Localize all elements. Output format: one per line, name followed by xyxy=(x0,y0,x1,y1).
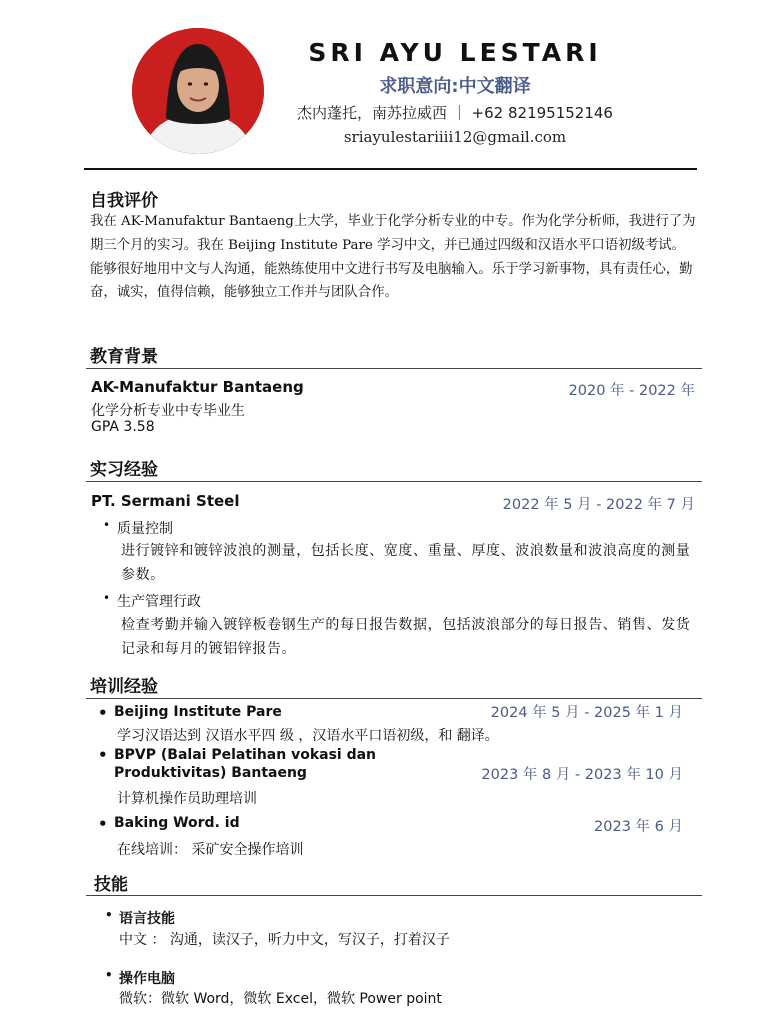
training-date: 2024 年 5 月 - 2025 年 1 月 xyxy=(490,705,683,721)
internship-item-heading: • 生产管理行政 xyxy=(117,591,201,611)
internship-divider xyxy=(86,481,702,482)
training-desc: 学习汉语达到 汉语水平四 级 ，汉语水平口语初级，和 翻译。 xyxy=(117,728,499,744)
training-date: 2023 年 8 月 - 2023 年 10 月 xyxy=(481,767,683,783)
section-title-internship: 实习经验 xyxy=(90,460,158,480)
education-date: 2020 年 - 2022 年 xyxy=(568,383,695,399)
internship-date: 2022 年 5 月 - 2022 年 7 月 xyxy=(502,497,695,513)
section-title-summary: 自我评价 xyxy=(90,191,158,211)
skills-divider xyxy=(86,895,702,896)
profile-photo xyxy=(132,28,264,154)
skill-heading: • 操作电脑 xyxy=(119,968,175,988)
training-desc: 在线培训： 采矿安全操作培训 xyxy=(117,842,304,858)
training-desc: 计算机操作员助理培训 xyxy=(117,791,257,807)
section-title-education: 教育背景 xyxy=(90,347,158,367)
email-address: sriayulestariiii12@gmail.com xyxy=(343,128,567,146)
candidate-name: SRI AYU LESTARI xyxy=(308,38,602,67)
training-name: • Baking Word. id xyxy=(114,815,240,831)
degree: 化学分析专业中专毕业生 xyxy=(91,403,245,419)
job-objective: 求职意向:中文翻译 xyxy=(379,76,531,97)
gpa: GPA 3.58 xyxy=(91,419,155,435)
training-divider xyxy=(86,698,702,699)
company-name: PT. Sermani Steel xyxy=(91,492,240,510)
summary-text: 我在 AK-Manufaktur Bantaeng上大学，毕业于化学分析专业的中专。作为化学分析师，我进行了为期三个月的实习。我在 Beijing Institute Pare 学习中文，并已通过四级和汉语水平口语初级考试。能够很好地用中文与人沟通，能熟练使用中文进行书写及电脑输入。乐于学习新事物，具有责任心，勤奋，诚实，值得信赖，能够独立工作并与团队合作。 xyxy=(90,214,696,301)
skill-desc: 微软：微软 Word，微软 Excel，微软 Power point xyxy=(119,991,442,1007)
location-phone: 杰内蓬托，南苏拉威西 ｜ +62 82195152146 xyxy=(297,104,613,122)
education-divider xyxy=(86,368,702,369)
training-name: • BPVP (Balai Pelatihan vokasi dan Produktivitas) Bantaeng xyxy=(114,746,404,782)
header-divider xyxy=(84,168,697,170)
skill-heading: • 语言技能 xyxy=(119,908,175,928)
internship-item-heading: • 质量控制 xyxy=(117,518,173,538)
training-name: • Beijing Institute Pare xyxy=(114,704,282,720)
section-title-training: 培训经验 xyxy=(90,677,158,697)
skill-desc: 中文 ： 沟通，读汉子，听力中文，写汉子，打着汉子 xyxy=(119,932,450,948)
training-date: 2023 年 6 月 xyxy=(594,819,683,835)
school-name: AK-Manufaktur Bantaeng xyxy=(91,378,304,396)
internship-item-desc: 进行镀锌和镀锌波浪的测量，包括长度、宽度、重量、厚度、波浪数量和波浪高度的测量参数。 xyxy=(121,543,691,583)
section-title-skills: 技能 xyxy=(94,875,128,895)
internship-item-desc: 检查考勤并输入镀锌板卷钢生产的每日报告数据，包括波浪部分的每日报告、销售、发货记录和每月的镀铝锌报告。 xyxy=(121,617,691,657)
